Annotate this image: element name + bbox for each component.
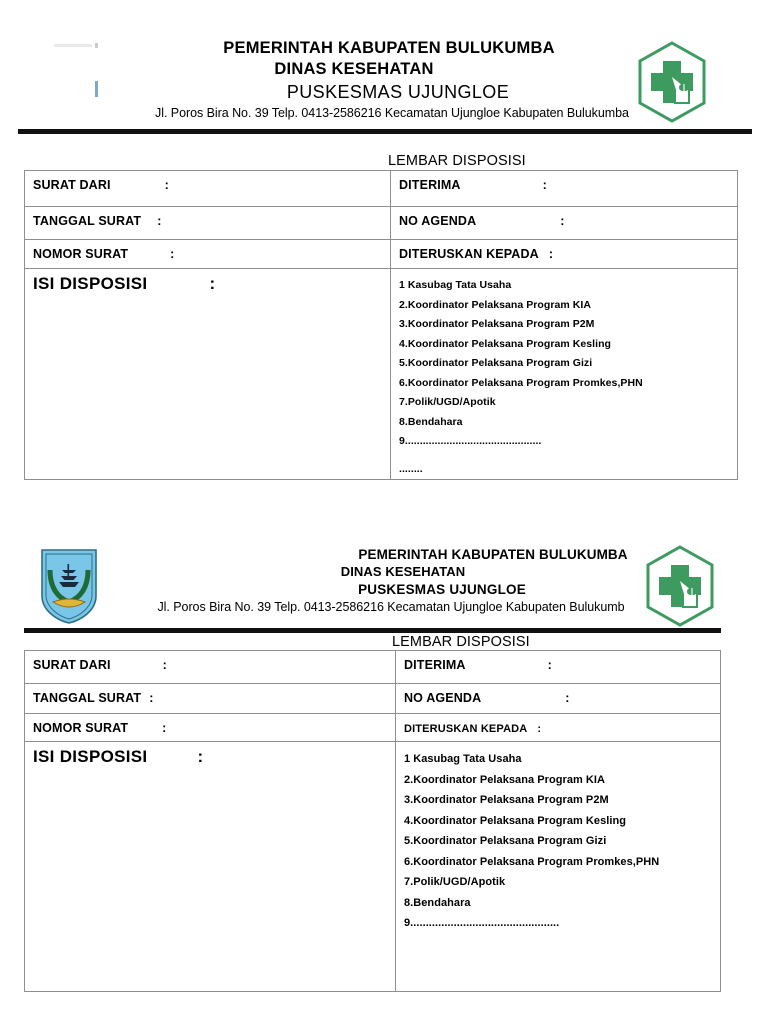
colon-nomor-surat: :: [162, 721, 167, 735]
list-item[interactable]: 6.Koordinator Pelaksana Program Promkes,PHN: [404, 855, 660, 868]
colon-diterima: :: [547, 658, 552, 672]
list-item[interactable]: 2.Koordinator Pelaksana Program KIA: [404, 773, 606, 786]
list-item[interactable]: 7.Polik/UGD/Apotik: [404, 876, 506, 888]
table-row: [25, 269, 738, 480]
list-item[interactable]: 5.Koordinator Pelaksana Program Gizi: [404, 835, 607, 847]
label-no-agenda: NO AGENDA: [399, 214, 477, 228]
label-nomor-surat: NOMOR SURAT: [33, 721, 129, 735]
org-address: Jl. Poros Bira No. 39 Telp. 0413-2586216 Kecamatan Ujungloe Kabupaten Bulukumba: [155, 106, 629, 120]
org-address: Jl. Poros Bira No. 39 Telp. 0413-2586216 Kecamatan Ujungloe Kabupaten Bulukumb: [157, 600, 625, 614]
cell-diteruskan-kepada[interactable]: [391, 240, 738, 269]
label-diterima: DITERIMA: [399, 178, 461, 192]
table-row: [25, 207, 738, 240]
label-diterima: DITERIMA: [404, 658, 466, 672]
header-rule-2: [24, 628, 721, 633]
list-item[interactable]: 7.Polik/UGD/Apotik: [399, 396, 496, 408]
cell-tanggal-surat[interactable]: [25, 684, 396, 714]
list-item[interactable]: 2.Koordinator Pelaksana Program KIA: [399, 298, 591, 311]
green-hexagon-health-cross-logo-icon: [644, 544, 716, 628]
list-item-blank-overflow[interactable]: ........: [399, 462, 423, 475]
cell-no-agenda[interactable]: [396, 684, 721, 714]
cell-isi-disposisi[interactable]: [25, 742, 396, 992]
list-item[interactable]: 8.Bendahara: [404, 896, 471, 909]
org-line-puskesmas: PUSKESMAS UJUNGLOE: [286, 82, 510, 102]
list-item[interactable]: 3.Koordinator Pelaksana Program P2M: [404, 794, 609, 806]
colon-surat-dari: :: [162, 658, 167, 672]
label-tanggal-surat: TANGGAL SURAT: [33, 214, 142, 228]
org-line-government: PEMERINTAH KABUPATEN BULUKUMBA: [358, 547, 628, 562]
label-isi-disposisi: ISI DISPOSISI: [33, 747, 148, 766]
faded-logo-artifact-icon: [54, 44, 92, 47]
colon-diteruskan-kepada: :: [548, 247, 554, 261]
cell-nomor-surat[interactable]: [25, 240, 391, 269]
label-isi-disposisi: ISI DISPOSISI: [33, 274, 148, 293]
colon-nomor-surat: :: [170, 247, 175, 261]
colon-diteruskan-kepada: :: [537, 723, 542, 735]
label-tanggal-surat: TANGGAL SURAT: [33, 691, 142, 705]
disposition-table-2: [24, 650, 721, 992]
form-title-2: LEMBAR DISPOSISI: [392, 634, 530, 650]
table-row: [25, 742, 721, 992]
table-row: [25, 714, 721, 742]
colon-tanggal-surat: :: [157, 214, 162, 228]
list-item[interactable]: 1 Kasubag Tata Usaha: [399, 279, 512, 291]
cell-recipient-list-2[interactable]: [396, 742, 721, 992]
list-item[interactable]: 1 Kasubag Tata Usaha: [404, 753, 522, 765]
org-line-department: DINAS KESEHATAN: [340, 564, 466, 579]
label-diteruskan-kepada: DITERUSKAN KEPADA: [399, 247, 539, 261]
label-diteruskan-kepada: DITERUSKAN KEPADA: [404, 723, 528, 735]
list-item[interactable]: 4.Koordinator Pelaksana Program Kesling: [404, 814, 627, 827]
list-item[interactable]: 4.Koordinator Pelaksana Program Kesling: [399, 337, 612, 350]
cell-diteruskan-kepada[interactable]: [396, 714, 721, 742]
table-row: [25, 171, 738, 207]
list-item[interactable]: 3.Koordinator Pelaksana Program P2M: [399, 318, 595, 330]
disposition-table-1: [24, 170, 738, 480]
cell-tanggal-surat[interactable]: [25, 207, 391, 240]
cell-diterima[interactable]: [396, 651, 721, 684]
label-no-agenda: NO AGENDA: [404, 691, 482, 705]
colon-isi-disposisi: :: [209, 274, 216, 293]
disposition-form-1: [0, 0, 768, 475]
letterhead-1: [0, 0, 768, 120]
label-surat-dari: SURAT DARI: [33, 178, 111, 192]
header-rule-1: [18, 129, 752, 134]
recipient-list-2: [404, 747, 720, 934]
recipient-list-1: [399, 274, 737, 479]
form-title-1: LEMBAR DISPOSISI: [388, 153, 526, 169]
colon-isi-disposisi: :: [197, 747, 204, 766]
list-item-blank-line[interactable]: 9................................................: [404, 917, 560, 929]
list-item[interactable]: 8.Bendahara: [399, 415, 463, 428]
table-row: [25, 240, 738, 269]
org-line-puskesmas: PUSKESMAS UJUNGLOE: [358, 582, 526, 597]
list-item[interactable]: 6.Koordinator Pelaksana Program Promkes,PHN: [399, 376, 643, 389]
cell-no-agenda[interactable]: [391, 207, 738, 240]
list-item[interactable]: 5.Koordinator Pelaksana Program Gizi: [399, 357, 593, 369]
cell-surat-dari[interactable]: [25, 171, 391, 207]
list-item-blank-line[interactable]: 9..............................................: [399, 435, 542, 447]
faded-blue-mark-icon: [95, 81, 98, 97]
label-surat-dari: SURAT DARI: [33, 658, 111, 672]
colon-tanggal-surat: :: [149, 691, 154, 705]
colon-no-agenda: :: [565, 691, 570, 705]
table-row: [25, 684, 721, 714]
cell-diterima[interactable]: [391, 171, 738, 207]
colon-no-agenda: :: [560, 214, 565, 228]
colon-diterima: :: [542, 178, 547, 192]
org-line-department: DINAS KESEHATAN: [274, 60, 434, 78]
org-line-government: PEMERINTAH KABUPATEN BULUKUMBA: [223, 39, 555, 57]
cell-nomor-surat[interactable]: [25, 714, 396, 742]
table-row: [25, 651, 721, 684]
colon-surat-dari: :: [164, 178, 169, 192]
cell-surat-dari[interactable]: [25, 651, 396, 684]
green-hexagon-health-cross-logo-icon: [636, 40, 708, 124]
label-nomor-surat: NOMOR SURAT: [33, 247, 129, 261]
cell-recipient-list-1[interactable]: [391, 269, 738, 480]
cell-isi-disposisi[interactable]: [25, 269, 391, 480]
faded-mark-icon: [95, 43, 98, 48]
